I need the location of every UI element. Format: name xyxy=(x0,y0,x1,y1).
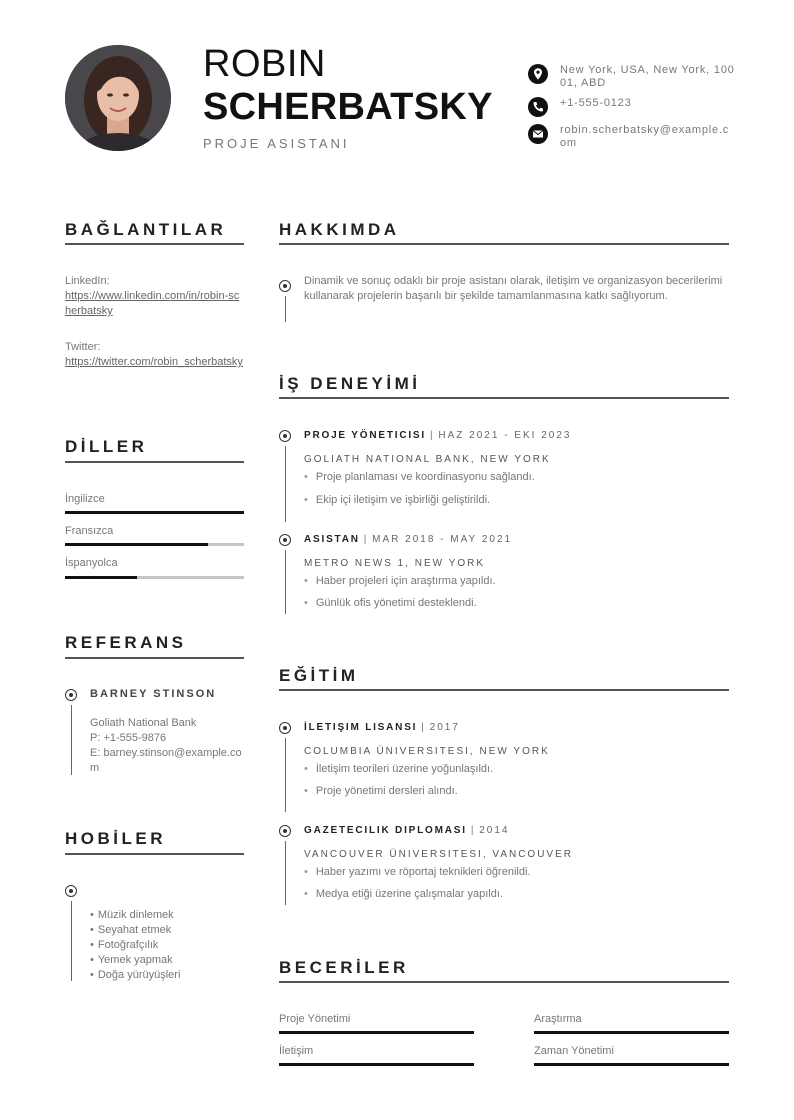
languages-section-rule xyxy=(65,461,244,463)
linkedin-link[interactable]: https://www.linkedin.com/in/robin-scherbatsky xyxy=(65,290,240,317)
hobbies-section-rule xyxy=(65,853,244,855)
education-bullet: • Proje yönetimi dersleri alındı. xyxy=(304,785,458,797)
job-date: HAZ 2021 - EKI 2023 xyxy=(438,430,572,441)
job-separator: | xyxy=(363,534,369,545)
timeline-line xyxy=(285,738,286,812)
portrait-image xyxy=(65,45,171,151)
timeline-dot-icon xyxy=(279,534,291,546)
skill-name: İletişim xyxy=(279,1045,314,1057)
education-separator: | xyxy=(421,722,426,733)
job-title-line xyxy=(304,430,571,441)
skill-name: Proje Yönetimi xyxy=(279,1013,351,1025)
language-level-fill xyxy=(65,576,137,579)
email-icon xyxy=(528,124,548,144)
reference-phone: P: +1-555-9876 xyxy=(90,732,167,744)
contact-phone-text: +1-555-0123 xyxy=(560,97,632,109)
job-bullet: • Proje planlaması ve koordinasyonu sağlandı. xyxy=(304,471,535,483)
timeline-dot-icon xyxy=(279,722,291,734)
job-date: MAR 2018 - MAY 2021 xyxy=(372,534,513,545)
skill-name: Araştırma xyxy=(534,1013,582,1025)
job-role: PROJE YÖNETICISI xyxy=(304,430,426,441)
experience-section-rule xyxy=(279,397,729,399)
job-role: ASISTAN xyxy=(304,534,360,545)
reference-email: E: barney.stinson@example.com xyxy=(90,747,242,774)
language-name: İngilizce xyxy=(65,493,105,505)
hobbies-section-title: HOBİLER xyxy=(65,829,166,848)
skill-level-fill xyxy=(534,1063,729,1066)
skill-level-bar xyxy=(279,1063,474,1066)
education-degree: İLETIŞIM LISANSI xyxy=(304,722,418,733)
language-name: Fransızca xyxy=(65,525,114,537)
job-title-line xyxy=(304,534,512,545)
skill-level-bar xyxy=(279,1031,474,1034)
twitter-label: Twitter: xyxy=(65,341,101,353)
job-bullet: • Haber projeleri için araştırma yapıldı. xyxy=(304,575,496,587)
reference-section-title: REFERANS xyxy=(65,633,187,652)
timeline-line xyxy=(285,841,286,905)
contact-address-text: New York, USA, New York, 10001, ABD xyxy=(560,64,735,89)
timeline-dot-icon xyxy=(279,280,291,292)
skill-level-fill xyxy=(534,1031,729,1034)
first-name: ROBIN xyxy=(203,43,326,85)
timeline-dot-icon xyxy=(279,825,291,837)
education-degree: GAZETECILIK DIPLOMASI xyxy=(304,825,467,836)
contact-phone xyxy=(528,97,738,119)
links-section-title: BAĞLANTILAR xyxy=(65,220,227,239)
about-section-title: HAKKIMDA xyxy=(279,220,400,239)
about-section-rule xyxy=(279,243,729,245)
education-section-rule xyxy=(279,689,729,691)
phone-icon xyxy=(528,97,548,117)
education-school: VANCOUVER ÜNIVERSITESI, VANCOUVER xyxy=(304,849,573,860)
twitter-link[interactable]: https://twitter.com/robin_scherbatsky xyxy=(65,356,243,368)
language-level-fill xyxy=(65,543,208,546)
job-bullet: • Ekip içi iletişim ve işbirliği geliştirildi. xyxy=(304,494,490,506)
skill-name: Zaman Yönetimi xyxy=(534,1045,614,1057)
profile-photo xyxy=(65,45,171,151)
reference-name: BARNEY STINSON xyxy=(90,688,217,700)
last-name: SCHERBATSKY xyxy=(203,86,493,128)
job-title: PROJE ASISTANI xyxy=(203,136,350,151)
experience-section-title: İŞ DENEYİMİ xyxy=(279,374,421,393)
skill-level-fill xyxy=(279,1031,474,1034)
education-title-line xyxy=(304,722,460,733)
language-level-bar xyxy=(65,576,244,579)
education-bullet: • İletişim teorileri üzerine yoğunlaşıldı. xyxy=(304,763,493,775)
hobby-item: • Yemek yapmak xyxy=(90,953,245,968)
language-level-bar xyxy=(65,511,244,514)
timeline-dot-icon xyxy=(65,689,77,701)
timeline-line xyxy=(285,296,286,322)
timeline-dot-icon xyxy=(65,885,77,897)
contact-address xyxy=(528,64,738,94)
education-bullet: • Medya etiği üzerine çalışmalar yapıldı. xyxy=(304,888,503,900)
skill-level-bar xyxy=(534,1031,729,1034)
language-level-fill xyxy=(65,511,244,514)
skills-section-rule xyxy=(279,981,729,983)
reference-company: Goliath National Bank xyxy=(90,717,197,729)
skills-section-title: BECERİLER xyxy=(279,958,409,977)
education-year: 2017 xyxy=(429,722,460,733)
language-name: İspanyolca xyxy=(65,557,118,569)
job-separator: | xyxy=(429,430,435,441)
skill-level-bar xyxy=(534,1063,729,1066)
contact-email xyxy=(528,124,738,154)
job-company: GOLIATH NATIONAL BANK, NEW YORK xyxy=(304,454,551,465)
timeline-line xyxy=(71,705,72,775)
education-year: 2014 xyxy=(479,825,510,836)
job-company: METRO NEWS 1, NEW YORK xyxy=(304,558,486,569)
education-bullet: • Haber yazımı ve röportaj teknikleri öğrenildi. xyxy=(304,866,530,878)
education-separator: | xyxy=(470,825,476,836)
job-bullet: • Günlük ofis yönetimi desteklendi. xyxy=(304,597,477,609)
timeline-line xyxy=(285,446,286,522)
about-text: Dinamik ve sonuç odaklı bir proje asistanı olarak, iletişim ve organizasyon becerilerimi kullanarak projelerin başarılı bir şekilde tamamlanmasına katkı sağlıyorum. xyxy=(304,275,723,302)
timeline-line xyxy=(71,901,72,981)
hobby-item: • Müzik dinlemek xyxy=(90,908,245,923)
hobby-item: • Seyahat etmek xyxy=(90,923,245,938)
education-title-line xyxy=(304,825,509,836)
links-section-rule xyxy=(65,243,244,245)
linkedin-label: LinkedIn: xyxy=(65,275,110,287)
skill-level-fill xyxy=(279,1063,474,1066)
hobby-item: • Doğa yürüyüşleri xyxy=(90,968,245,983)
education-school: COLUMBIA ÜNIVERSITESI, NEW YORK xyxy=(304,746,550,757)
language-level-bar xyxy=(65,543,244,546)
contact-email-text: robin.scherbatsky@example.com xyxy=(560,124,730,149)
location-pin-icon xyxy=(528,64,548,84)
timeline-dot-icon xyxy=(279,430,291,442)
hobby-item: • Fotoğrafçılık xyxy=(90,938,245,953)
reference-section-rule xyxy=(65,657,244,659)
timeline-line xyxy=(285,550,286,614)
education-section-title: EĞİTİM xyxy=(279,666,359,685)
languages-section-title: DİLLER xyxy=(65,437,148,456)
hobbies-list xyxy=(90,908,245,983)
